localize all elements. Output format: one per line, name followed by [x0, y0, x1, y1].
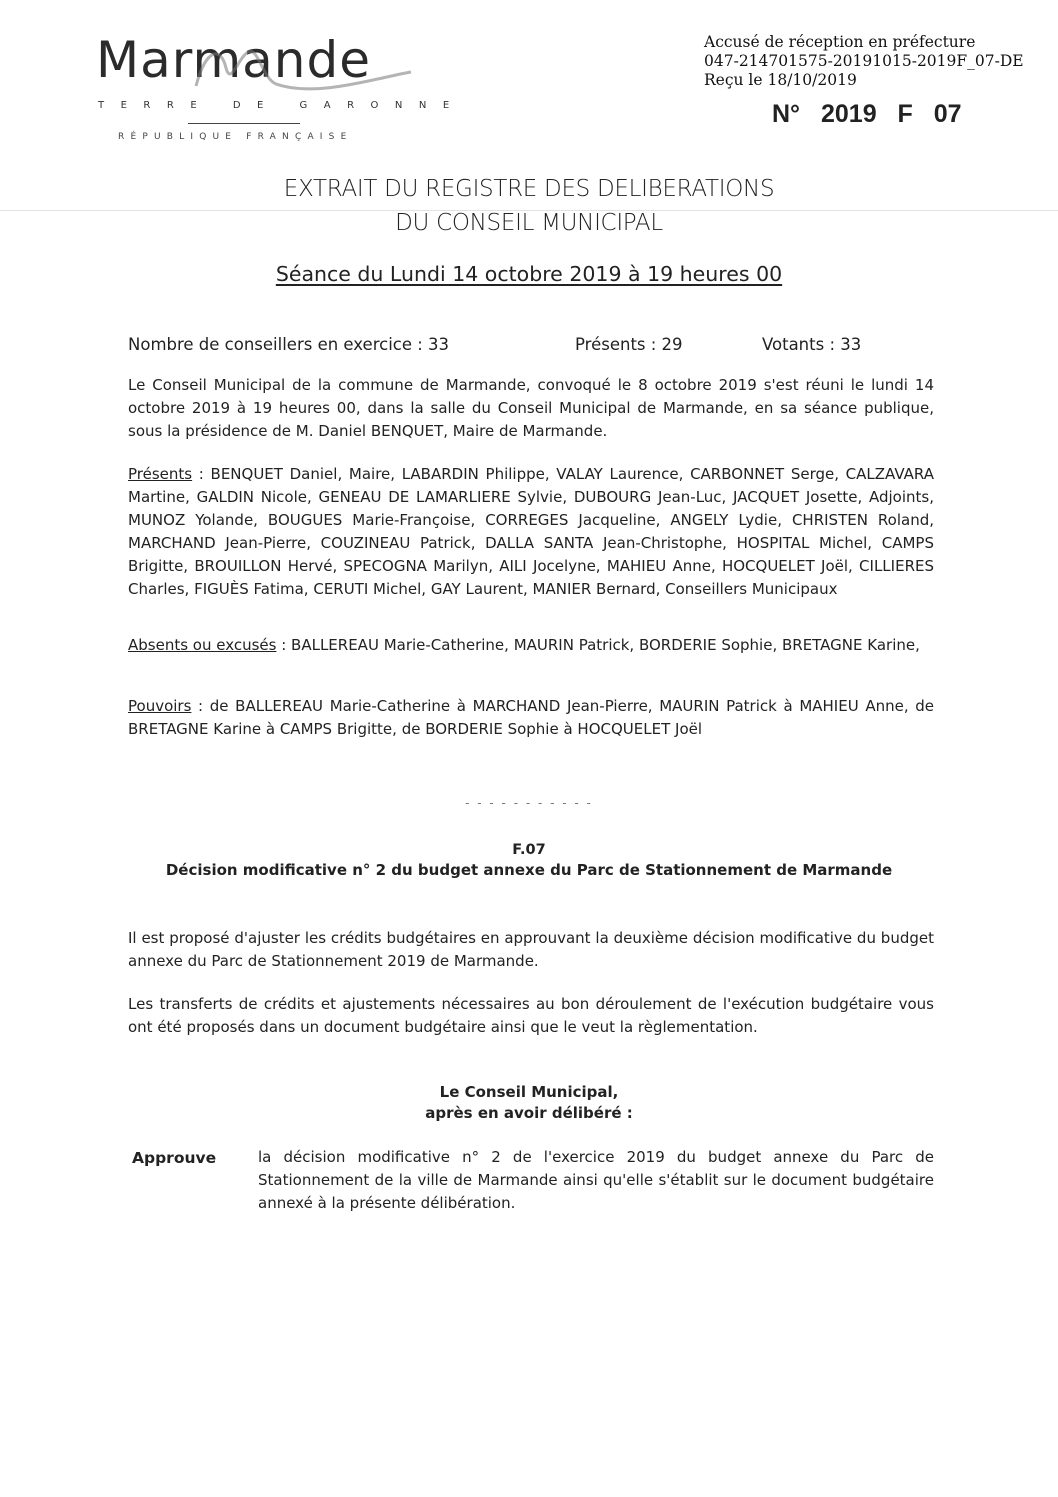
deliberation-number: N° 2019 F 07 — [772, 100, 962, 128]
body-paragraph-1: Il est proposé d'ajuster les crédits budgétaires en approuvant la deuxième décision modificative du budget annexe du Parc de Stationnement 2019 de Marmande. — [128, 929, 934, 970]
council-line-1: Le Conseil Municipal, — [439, 1083, 619, 1101]
session-heading — [0, 262, 1058, 286]
absent-label: Absents ou excusés — [128, 636, 277, 654]
count-present: Présents : 29 — [575, 335, 683, 354]
proxies-paragraph — [128, 695, 934, 741]
count-in-office: Nombre de conseillers en exercice : 33 — [128, 335, 450, 354]
document-title-line-1: EXTRAIT DU REGISTRE DES DELIBERATIONS — [283, 176, 775, 202]
prefecture-stamp — [704, 33, 1024, 90]
proxies-label: Pouvoirs — [128, 697, 192, 715]
present-paragraph — [128, 463, 934, 601]
council-counts — [128, 335, 862, 354]
section-separator: - - - - - - - - - - - — [465, 796, 593, 810]
council-heading — [0, 1082, 1058, 1124]
absent-paragraph — [128, 634, 934, 657]
council-line-2: après en avoir délibéré : — [425, 1104, 633, 1122]
stamp-line-3: Reçu le 18/10/2019 — [704, 71, 857, 89]
logo-divider — [188, 123, 300, 124]
present-list: : BENQUET Daniel, Maire, LABARDIN Philippe, VALAY Laurence, CARBONNET Serge, CALZAVARA Martine, GALDIN Nicole, GENEAU DE LAMARLIERE Sylvie, DUBOURG Jean-Luc, JACQUET Josette, Adjoints, MUNOZ Yolande, BOUGUES Marie-Françoise, CORREGES Jacqueline, ANGELY Lydie, CHRISTEN Roland, MARCHAND Jean-Pierre, COUZINEAU Patrick, DALLA SANTA Jean-Christophe, HOSPITAL Michel, CAMPS Brigitte, BROUILLON Hervé, SPECOGNA Marilyn, AILI Jocelyne, MAHIEU Anne, HOCQUELET Joël, CILLIERES Charles, FIGUÈS Fatima, CERUTI Michel, GAY Laurent, MANIER Bernard, Conseillers Municipaux — [128, 465, 934, 598]
logo-tagline: TERRE DE GARONNE — [98, 100, 466, 111]
logo-swoosh-icon — [176, 38, 416, 98]
document-title-line-2: DU CONSEIL MUNICIPAL — [395, 210, 663, 236]
body-paragraph-2: Les transferts de crédits et ajustements nécessaires au bon déroulement de l'exécution budgétaire vous ont été proposés dans un document budgétaire ainsi que le veut la règlementation. — [128, 995, 934, 1036]
item-title: Décision modificative n° 2 du budget annexe du Parc de Stationnement de Marmande — [165, 861, 893, 879]
count-voting: Votants : 33 — [762, 335, 862, 354]
logo-wordmark: Marmande — [96, 31, 371, 89]
absent-list: : BALLEREAU Marie-Catherine, MAURIN Patrick, BORDERIE Sophie, BRETAGNE Karine, — [276, 636, 920, 654]
stamp-line-2: 047-214701575-20191015-2019F_07-DE — [704, 52, 1024, 70]
decision-text: la décision modificative n° 2 de l'exercice 2019 du budget annexe du Parc de Stationnement de la ville de Marmande ainsi qu'elle s'établit sur le document budgétaire annexé à la présente délibération. — [258, 1148, 934, 1212]
present-label: Présents — [128, 465, 193, 483]
item-number: F.07 — [512, 842, 546, 858]
proxies-list: : de BALLEREAU Marie-Catherine à MARCHAND Jean-Pierre, MAURIN Patrick à MAHIEU Anne, de BRETAGNE Karine à CAMPS Brigitte, de BORDERIE Sophie à HOCQUELET Joël — [128, 697, 934, 738]
decision-verb: Approuve — [132, 1149, 217, 1167]
marmande-logo — [96, 30, 466, 150]
session-text: Séance du Lundi 14 octobre 2019 à 19 heures 00 — [275, 262, 783, 286]
logo-republic: RÉPUBLIQUE FRANÇAISE — [118, 132, 353, 142]
stamp-line-1: Accusé de réception en préfecture — [704, 33, 976, 51]
intro-paragraph: Le Conseil Municipal de la commune de Marmande, convoqué le 8 octobre 2019 s'est réuni le lundi 14 octobre 2019 à 19 heures 00, dans la salle du Conseil Municipal de Marmande, en sa séance publique, sous la présidence de M. Daniel BENQUET, Maire de Marmande. — [128, 376, 934, 440]
